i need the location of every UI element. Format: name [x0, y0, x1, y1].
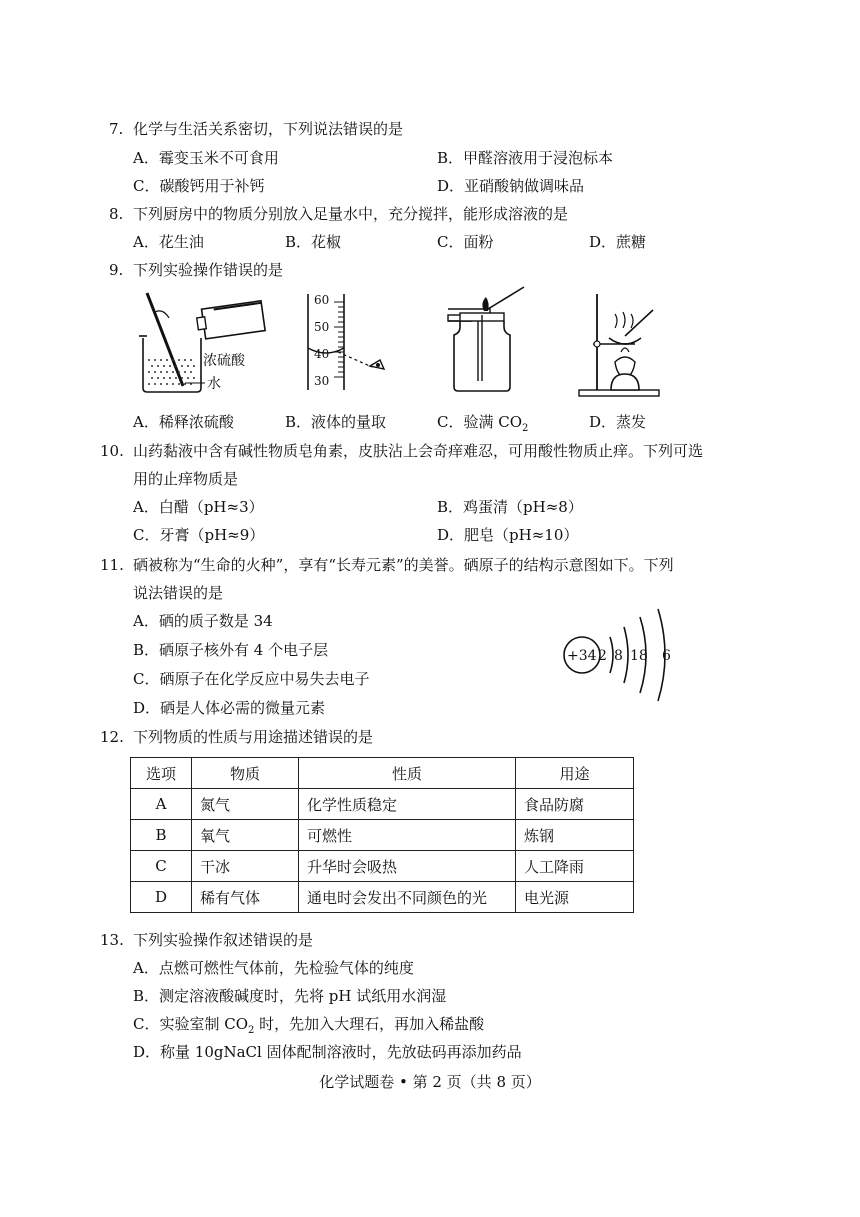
cell-option: D	[131, 882, 192, 913]
header-substance: 物质	[192, 758, 299, 789]
q13-option-a: A．点燃可燃性气体前，先检验气体的纯度	[133, 959, 414, 977]
q11-option-a: A．硒的质子数是 34	[133, 612, 273, 630]
q8-option-b: B．花椒	[285, 233, 342, 251]
table-row	[131, 851, 634, 882]
q7-option-d: D．亚硝酸钠做调味品	[437, 177, 585, 195]
q10-option-a: A．白醋（pH≈3）	[133, 498, 264, 516]
shell-4-electrons: 6	[662, 648, 671, 664]
scale-40: 40	[314, 347, 330, 361]
cell-property: 化学性质稳定	[299, 789, 516, 820]
label-concentrated-acid: 浓硫酸	[203, 353, 245, 369]
q9-option-b: B．液体的量取	[285, 413, 387, 431]
q11-stem-line2: 说法错误的是	[133, 584, 224, 602]
cell-use: 炼钢	[516, 820, 634, 851]
q9-number: 9.	[109, 261, 124, 279]
q7-option-c: C．碳酸钙用于补钙	[133, 177, 265, 195]
table-header-row	[131, 758, 634, 789]
shell-1-electrons: 2	[598, 648, 607, 664]
q13-option-d: D．称量 10gNaCl 固体配制溶液时，先放砝码再添加药品	[133, 1043, 522, 1061]
q8-option-a: A．花生油	[133, 233, 204, 251]
q10-number: 10.	[100, 442, 124, 460]
q11-stem-line1: 硒被称为“生命的火种”，享有“长寿元素”的美誉。硒原子的结构示意图如下。下列	[133, 556, 674, 574]
cell-property: 升华时会吸热	[299, 851, 516, 882]
q7-option-a: A．霉变玉米不可食用	[133, 149, 279, 167]
cell-substance: 干冰	[192, 851, 299, 882]
properties-table	[130, 757, 634, 913]
atom-nucleus-label: +34	[567, 648, 597, 664]
q8-stem: 下列厨房中的物质分别放入足量水中，充分搅拌，能形成溶液的是	[133, 205, 569, 223]
q10-option-c: C．牙膏（pH≈9）	[133, 526, 265, 544]
q12-number: 12.	[100, 728, 124, 746]
q10-option-b: B．鸡蛋清（pH≈8）	[437, 498, 583, 516]
shell-3-electrons: 18	[630, 648, 648, 664]
scale-60: 60	[314, 293, 330, 307]
q10-stem-line1: 山药黏液中含有碱性物质皂角素，皮肤沾上会奇痒难忍，可用酸性物质止痒。下列可选	[133, 442, 704, 460]
cell-substance: 稀有气体	[192, 882, 299, 913]
header-option: 选项	[131, 758, 192, 789]
figure-co2-bottle	[440, 285, 540, 395]
q9-option-d: D．蒸发	[589, 413, 647, 431]
q8-option-d: D．蔗糖	[589, 233, 647, 251]
cell-substance: 氧气	[192, 820, 299, 851]
cell-property: 通电时会发出不同颜色的光	[299, 882, 516, 913]
q12-stem: 下列物质的性质与用途描述错误的是	[133, 728, 374, 746]
table-row	[131, 789, 634, 820]
q13-number: 13.	[100, 931, 124, 949]
cell-option: B	[131, 820, 192, 851]
table-row	[131, 882, 634, 913]
q13-option-b: B．测定溶液酸碱度时，先将 pH 试纸用水润湿	[133, 987, 447, 1005]
q11-option-d: D．硒是人体必需的微量元素	[133, 699, 326, 717]
scale-50: 50	[314, 320, 330, 334]
q9-stem: 下列实验操作错误的是	[133, 261, 284, 279]
cell-substance: 氮气	[192, 789, 299, 820]
cell-use: 电光源	[516, 882, 634, 913]
q13-stem: 下列实验操作叙述错误的是	[133, 931, 314, 949]
header-use: 用途	[516, 758, 634, 789]
cell-use: 食品防腐	[516, 789, 634, 820]
shell-2-electrons: 8	[614, 648, 623, 664]
q9-option-a: A．稀释浓硫酸	[133, 413, 234, 431]
header-property: 性质	[299, 758, 516, 789]
q7-stem: 化学与生活关系密切，下列说法错误的是	[133, 120, 404, 138]
cell-use: 人工降雨	[516, 851, 634, 882]
q7-number: 7.	[109, 120, 124, 138]
q13-option-c: C．实验室制 $CO_2$ 时，先加入大理石，再加入稀盐酸	[133, 1015, 485, 1036]
q9-option-c: C．验满 $CO_2$	[437, 413, 529, 434]
q7-option-b: B．甲醛溶液用于浸泡标本	[437, 149, 614, 167]
q11-option-b: B．硒原子核外有 4 个电子层	[133, 641, 329, 659]
q11-number: 11.	[100, 556, 124, 574]
q11-option-c: C．硒原子在化学反应中易失去电子	[133, 670, 370, 688]
q10-stem-line2: 用的止痒物质是	[133, 470, 239, 488]
cell-option: A	[131, 789, 192, 820]
page-footer: 化学试题卷 • 第 2 页（共 8 页）	[319, 1073, 541, 1091]
q8-option-c: C．面粉	[437, 233, 494, 251]
figure-evaporation	[575, 290, 675, 400]
scale-30: 30	[314, 374, 330, 388]
label-water: 水	[207, 376, 221, 392]
cell-option: C	[131, 851, 192, 882]
cell-property: 可燃性	[299, 820, 516, 851]
q10-option-d: D．肥皂（pH≈10）	[437, 526, 579, 544]
q8-number: 8.	[109, 205, 124, 223]
table-row	[131, 820, 634, 851]
